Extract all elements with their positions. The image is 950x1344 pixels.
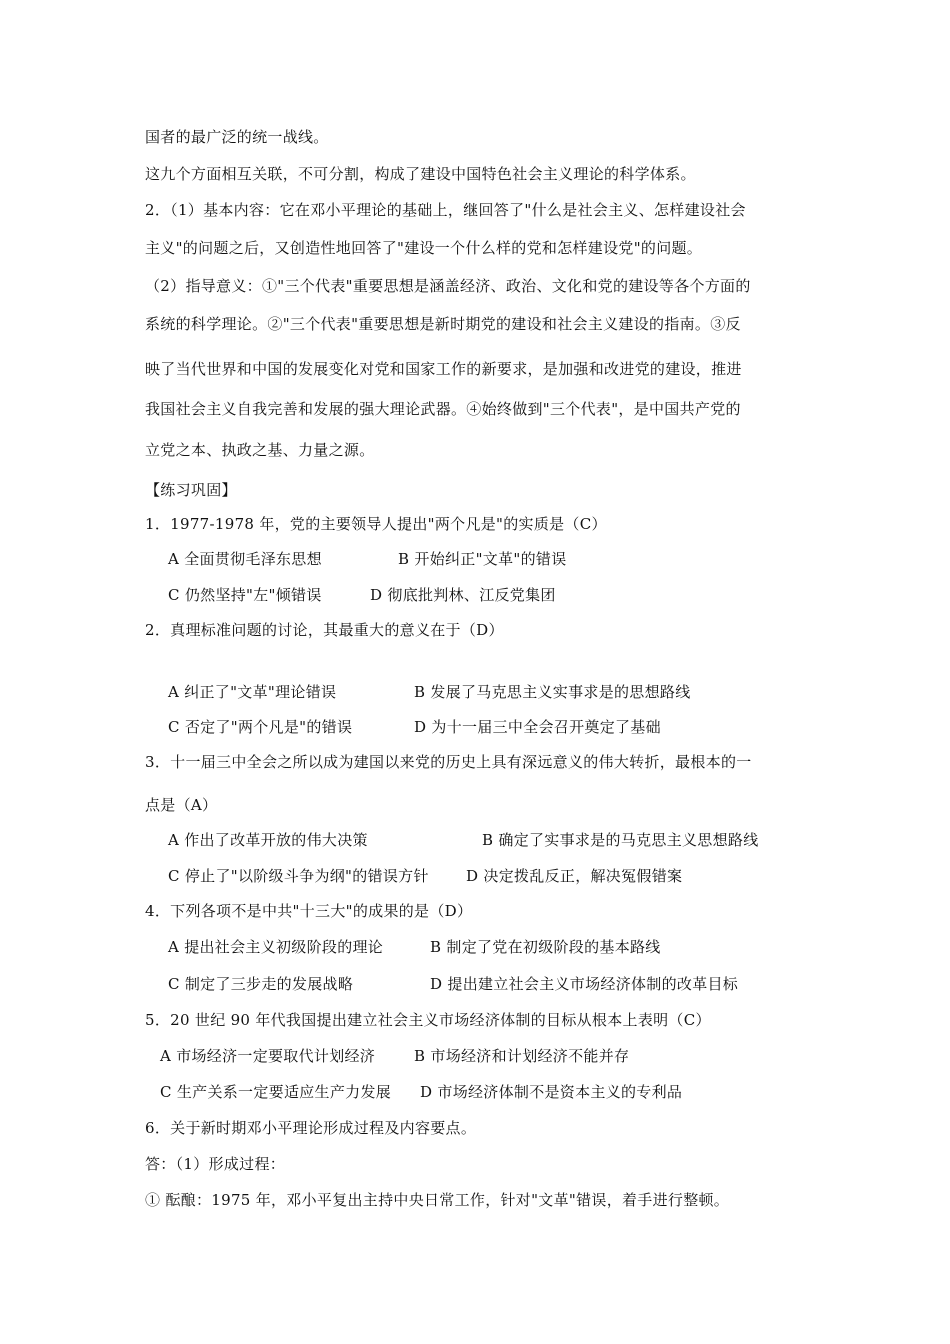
- option-a: A 纠正了"文革"理论错误: [168, 683, 337, 701]
- section-heading: 【练习巩固】: [145, 481, 237, 499]
- option-b: B 市场经济和计划经济不能并存: [414, 1047, 630, 1065]
- question-3: 3．十一届三中全会之所以成为建国以来党的历史上具有深远意义的伟大转折，最根本的一: [145, 753, 752, 771]
- option-c: C 仍然坚持"左"倾错误: [168, 586, 322, 604]
- option-a: A 市场经济一定要取代计划经济: [160, 1047, 376, 1065]
- text-line: 主义"的问题之后，又创造性地回答了"建设一个什么样的党和怎样建设党"的问题。: [145, 239, 703, 257]
- option-d: D 决定拨乱反正，解决冤假错案: [466, 867, 683, 885]
- text-line: 国者的最广泛的统一战线。: [145, 128, 329, 146]
- text-line: 2．（1）基本内容：它在邓小平理论的基础上，继回答了"什么是社会主义、怎样建设社会: [145, 201, 746, 219]
- option-a: A 提出社会主义初级阶段的理论: [168, 938, 384, 956]
- option-a: A 作出了改革开放的伟大决策: [168, 831, 368, 849]
- question-1: 1．1977-1978 年，党的主要领导人提出"两个凡是"的实质是（C）: [145, 515, 607, 533]
- option-d: D 提出建立社会主义市场经济体制的改革目标: [430, 975, 739, 993]
- option-b: B 制定了党在初级阶段的基本路线: [430, 938, 661, 956]
- text-line: （2）指导意义：①"三个代表"重要思想是涵盖经济、政治、文化和党的建设等各个方面的: [145, 277, 751, 295]
- option-c: C 停止了"以阶级斗争为纲"的错误方针: [168, 867, 429, 885]
- option-d: D 为十一届三中全会召开奠定了基础: [414, 718, 661, 736]
- option-d: D 彻底批判林、江反党集团: [370, 586, 556, 604]
- option-a: A 全面贯彻毛泽东思想: [168, 550, 322, 568]
- text-line: 我国社会主义自我完善和发展的强大理论武器。④始终做到"三个代表"，是中国共产党的: [145, 400, 741, 418]
- answer-heading: 答：（1）形成过程：: [145, 1155, 286, 1173]
- text-line: 立党之本、执政之基、力量之源。: [145, 441, 375, 459]
- question-2: 2．真理标准问题的讨论，其最重大的意义在于（D）: [145, 621, 504, 639]
- question-4: 4．下列各项不是中共"十三大"的成果的是（D）: [145, 902, 473, 920]
- text-line: 这九个方面相互关联，不可分割，构成了建设中国特色社会主义理论的科学体系。: [145, 165, 696, 183]
- answer-line: ① 酝酿：1975 年，邓小平复出主持中央日常工作，针对"文革"错误，着手进行整顿。: [145, 1191, 730, 1209]
- option-d: D 市场经济体制不是资本主义的专利品: [420, 1083, 683, 1101]
- option-b: B 发展了马克思主义实事求是的思想路线: [414, 683, 691, 701]
- option-c: C 否定了"两个凡是"的错误: [168, 718, 353, 736]
- text-line: 系统的科学理论。②"三个代表"重要思想是新时期党的建设和社会主义建设的指南。③反: [145, 315, 741, 333]
- option-c: C 制定了三步走的发展战略: [168, 975, 354, 993]
- question-5: 5．20 世纪 90 年代我国提出建立社会主义市场经济体制的目标从根本上表明（C）: [145, 1011, 711, 1029]
- option-b: B 确定了实事求是的马克思主义思想路线: [482, 831, 759, 849]
- option-b: B 开始纠正"文革"的错误: [398, 550, 567, 568]
- option-c: C 生产关系一定要适应生产力发展: [160, 1083, 392, 1101]
- text-line: 映了当代世界和中国的发展变化对党和国家工作的新要求，是加强和改进党的建设，推进: [145, 360, 742, 378]
- question-3-cont: 点是（A）: [145, 796, 218, 814]
- question-6: 6．关于新时期邓小平理论形成过程及内容要点。: [145, 1119, 477, 1137]
